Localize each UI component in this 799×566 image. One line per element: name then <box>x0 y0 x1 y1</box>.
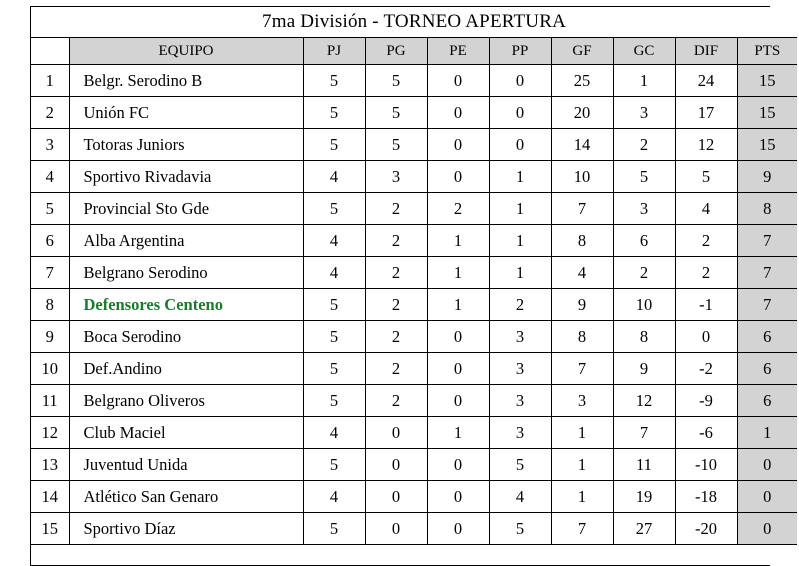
column-header-row <box>31 38 797 65</box>
row-team: Sportivo Díaz <box>69 513 303 545</box>
row-gf: 20 <box>551 97 613 129</box>
row-pe: 0 <box>427 129 489 161</box>
row-pj: 4 <box>303 161 365 193</box>
row-gc: 1 <box>613 65 675 97</box>
row-pp: 5 <box>489 513 551 545</box>
row-gf: 8 <box>551 225 613 257</box>
row-position: 11 <box>31 385 69 417</box>
row-pts: 15 <box>737 65 797 97</box>
row-pp: 5 <box>489 449 551 481</box>
row-gf: 25 <box>551 65 613 97</box>
row-pg: 2 <box>365 225 427 257</box>
row-position: 9 <box>31 321 69 353</box>
header-dif: DIF <box>675 38 737 65</box>
row-position: 10 <box>31 353 69 385</box>
row-position: 13 <box>31 449 69 481</box>
table-row <box>31 449 797 481</box>
row-pj: 5 <box>303 449 365 481</box>
bottom-spacer-row <box>31 545 797 566</box>
row-dif: -6 <box>675 417 737 449</box>
row-gf: 7 <box>551 513 613 545</box>
standings-table-container <box>30 6 781 566</box>
row-pts: 8 <box>737 193 797 225</box>
row-position: 4 <box>31 161 69 193</box>
row-dif: 17 <box>675 97 737 129</box>
row-pp: 2 <box>489 289 551 321</box>
row-pg: 5 <box>365 129 427 161</box>
row-position: 12 <box>31 417 69 449</box>
row-pp: 1 <box>489 193 551 225</box>
row-dif: -10 <box>675 449 737 481</box>
row-gc: 12 <box>613 385 675 417</box>
table-row <box>31 225 797 257</box>
row-pg: 0 <box>365 417 427 449</box>
row-pe: 0 <box>427 385 489 417</box>
row-team: Juventud Unida <box>69 449 303 481</box>
header-gc: GC <box>613 38 675 65</box>
row-dif: -2 <box>675 353 737 385</box>
row-pp: 0 <box>489 65 551 97</box>
row-team: Totoras Juniors <box>69 129 303 161</box>
row-gc: 27 <box>613 513 675 545</box>
row-team: Belgrano Oliveros <box>69 385 303 417</box>
row-team: Club Maciel <box>69 417 303 449</box>
row-pts: 15 <box>737 97 797 129</box>
row-gf: 14 <box>551 129 613 161</box>
row-pp: 0 <box>489 129 551 161</box>
row-pj: 5 <box>303 385 365 417</box>
row-pg: 3 <box>365 161 427 193</box>
row-pg: 5 <box>365 97 427 129</box>
row-team: Sportivo Rivadavia <box>69 161 303 193</box>
row-pts: 6 <box>737 353 797 385</box>
header-pe: PE <box>427 38 489 65</box>
row-position: 8 <box>31 289 69 321</box>
row-pe: 2 <box>427 193 489 225</box>
header-gf: GF <box>551 38 613 65</box>
row-gc: 3 <box>613 97 675 129</box>
row-dif: 2 <box>675 257 737 289</box>
row-pj: 4 <box>303 225 365 257</box>
row-team: Boca Serodino <box>69 321 303 353</box>
row-pj: 4 <box>303 417 365 449</box>
table-row <box>31 161 797 193</box>
page-title: 7ma División - TORNEO APERTURA <box>31 7 797 38</box>
row-pts: 7 <box>737 225 797 257</box>
row-dif: 2 <box>675 225 737 257</box>
row-position: 7 <box>31 257 69 289</box>
row-pg: 2 <box>365 385 427 417</box>
row-pg: 2 <box>365 289 427 321</box>
row-team: Alba Argentina <box>69 225 303 257</box>
row-pp: 3 <box>489 385 551 417</box>
row-pts: 9 <box>737 161 797 193</box>
row-pts: 6 <box>737 321 797 353</box>
row-dif: 12 <box>675 129 737 161</box>
standings-table <box>31 7 797 565</box>
row-pe: 0 <box>427 161 489 193</box>
row-pp: 3 <box>489 417 551 449</box>
row-gf: 10 <box>551 161 613 193</box>
table-row <box>31 257 797 289</box>
header-pp: PP <box>489 38 551 65</box>
bottom-spacer-cell <box>31 545 797 566</box>
row-team: Belgr. Serodino B <box>69 65 303 97</box>
row-gc: 2 <box>613 257 675 289</box>
row-pe: 1 <box>427 257 489 289</box>
row-position: 1 <box>31 65 69 97</box>
row-position: 2 <box>31 97 69 129</box>
table-row <box>31 513 797 545</box>
row-pe: 1 <box>427 289 489 321</box>
row-team: Def.Andino <box>69 353 303 385</box>
row-pp: 0 <box>489 97 551 129</box>
row-pj: 5 <box>303 193 365 225</box>
table-row <box>31 193 797 225</box>
row-pg: 2 <box>365 321 427 353</box>
row-pp: 1 <box>489 257 551 289</box>
header-pj: PJ <box>303 38 365 65</box>
row-pe: 1 <box>427 417 489 449</box>
row-pe: 0 <box>427 321 489 353</box>
row-gc: 6 <box>613 225 675 257</box>
row-pj: 5 <box>303 513 365 545</box>
row-dif: -9 <box>675 385 737 417</box>
row-gc: 19 <box>613 481 675 513</box>
table-row <box>31 65 797 97</box>
row-pg: 0 <box>365 513 427 545</box>
row-pts: 6 <box>737 385 797 417</box>
table-row <box>31 321 797 353</box>
row-pg: 0 <box>365 449 427 481</box>
row-pj: 5 <box>303 289 365 321</box>
row-pj: 5 <box>303 321 365 353</box>
row-gc: 8 <box>613 321 675 353</box>
row-gc: 9 <box>613 353 675 385</box>
table-row <box>31 97 797 129</box>
row-gf: 1 <box>551 449 613 481</box>
row-pj: 5 <box>303 129 365 161</box>
table-row <box>31 129 797 161</box>
row-gf: 8 <box>551 321 613 353</box>
row-pg: 2 <box>365 257 427 289</box>
title-row <box>31 7 797 38</box>
header-pts: PTS <box>737 38 797 65</box>
row-team: Defensores Centeno <box>69 289 303 321</box>
header-equipo: EQUIPO <box>69 38 303 65</box>
row-pts: 7 <box>737 257 797 289</box>
row-pg: 2 <box>365 353 427 385</box>
row-pj: 4 <box>303 257 365 289</box>
row-pg: 2 <box>365 193 427 225</box>
table-row <box>31 417 797 449</box>
row-pts: 1 <box>737 417 797 449</box>
row-gc: 2 <box>613 129 675 161</box>
row-position: 6 <box>31 225 69 257</box>
row-pe: 0 <box>427 65 489 97</box>
row-pts: 15 <box>737 129 797 161</box>
standings-table-body <box>31 7 797 565</box>
row-pe: 1 <box>427 225 489 257</box>
row-pe: 0 <box>427 97 489 129</box>
row-dif: 0 <box>675 321 737 353</box>
row-pj: 5 <box>303 353 365 385</box>
row-team: Unión FC <box>69 97 303 129</box>
row-pp: 3 <box>489 321 551 353</box>
row-team: Provincial Sto Gde <box>69 193 303 225</box>
row-gc: 3 <box>613 193 675 225</box>
row-dif: 4 <box>675 193 737 225</box>
table-row <box>31 385 797 417</box>
row-pp: 1 <box>489 161 551 193</box>
row-gc: 7 <box>613 417 675 449</box>
row-position: 15 <box>31 513 69 545</box>
row-gc: 5 <box>613 161 675 193</box>
table-row <box>31 481 797 513</box>
table-row <box>31 353 797 385</box>
row-pe: 0 <box>427 513 489 545</box>
row-pts: 0 <box>737 481 797 513</box>
row-gf: 9 <box>551 289 613 321</box>
row-pp: 4 <box>489 481 551 513</box>
row-pj: 5 <box>303 97 365 129</box>
row-position: 3 <box>31 129 69 161</box>
row-gc: 11 <box>613 449 675 481</box>
row-team: Atlético San Genaro <box>69 481 303 513</box>
row-team: Belgrano Serodino <box>69 257 303 289</box>
row-position: 14 <box>31 481 69 513</box>
row-gf: 3 <box>551 385 613 417</box>
row-dif: 5 <box>675 161 737 193</box>
row-pts: 7 <box>737 289 797 321</box>
row-pg: 5 <box>365 65 427 97</box>
row-pp: 1 <box>489 225 551 257</box>
header-position <box>31 38 69 65</box>
row-position: 5 <box>31 193 69 225</box>
row-gf: 1 <box>551 417 613 449</box>
row-pe: 0 <box>427 353 489 385</box>
row-dif: -1 <box>675 289 737 321</box>
row-gf: 1 <box>551 481 613 513</box>
row-gf: 7 <box>551 193 613 225</box>
header-pg: PG <box>365 38 427 65</box>
row-pts: 0 <box>737 513 797 545</box>
row-pp: 3 <box>489 353 551 385</box>
row-pj: 4 <box>303 481 365 513</box>
row-pts: 0 <box>737 449 797 481</box>
row-dif: -18 <box>675 481 737 513</box>
row-pe: 0 <box>427 481 489 513</box>
row-pg: 0 <box>365 481 427 513</box>
row-gf: 7 <box>551 353 613 385</box>
row-gc: 10 <box>613 289 675 321</box>
row-gf: 4 <box>551 257 613 289</box>
row-pe: 0 <box>427 449 489 481</box>
table-row-highlighted <box>31 289 797 321</box>
row-dif: -20 <box>675 513 737 545</box>
row-dif: 24 <box>675 65 737 97</box>
row-pj: 5 <box>303 65 365 97</box>
